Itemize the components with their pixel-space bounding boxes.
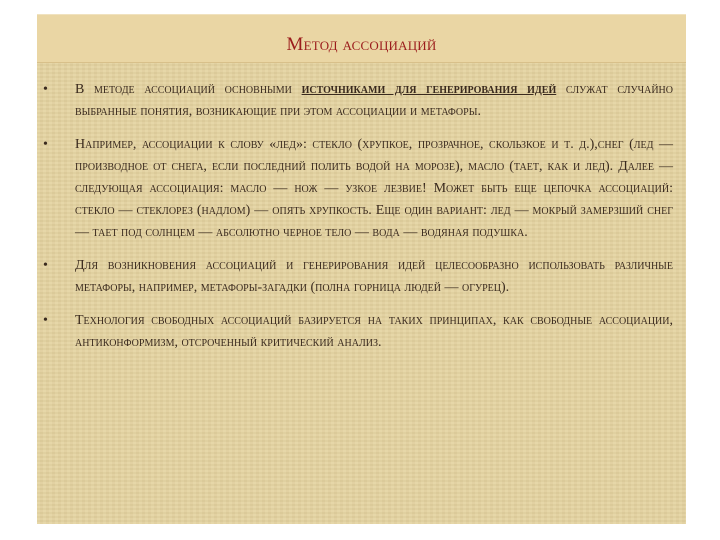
bullet-2 (37, 134, 686, 244)
bullet-dot: • (43, 82, 48, 97)
slide-body (37, 79, 686, 365)
bullet-1-text-a: В методе ассоциаций основными (75, 82, 302, 97)
bullet-2-text: Например, ассоциации к слову «лед»: стекло (хрупкое, прозрачное, скользкое и т. д.),снег (лед — производное от снега, если последний полить водой на морозе), масло (тает, как и лед). Далее — следующая ассоциация: масло — нож — узкое лезвие! Может быть еще цепочка ассоциаций: стекло — стеклорез (надлом) — опять хрупкость. Еще один вариант: лед — мокрый замерзший снег — тает под солнцем — абсолютно черное тело — вода — водяная подушка. (75, 137, 673, 240)
bullet-1 (37, 79, 686, 123)
bullet-4-text: Технология свободных ассоциаций базируется на таких принципах, как свободные ассоциации, антиконформизм, отсроченный критический анализ. (75, 313, 673, 350)
bullet-1-underlined-text: источниками для генерирования идей (301, 82, 557, 97)
slide (37, 14, 686, 524)
slide-title: Метод ассоциаций (286, 34, 437, 55)
title-band (37, 14, 686, 63)
bullet-1-text-b: служат случайно выбранные понятия, возникающие при этом ассоциации и метафоры. (75, 82, 674, 119)
bullet-dot: • (43, 137, 48, 152)
bullet-3-text: Для возникновения ассоциаций и генерирования идей целесообразно использовать различные метафоры, например, метафоры-загадки (полна горница людей — огурец). (75, 258, 673, 295)
bullet-dot: • (43, 258, 48, 273)
bullet-dot: • (43, 313, 48, 328)
bullet-3 (37, 255, 686, 299)
bullet-4 (37, 310, 686, 354)
